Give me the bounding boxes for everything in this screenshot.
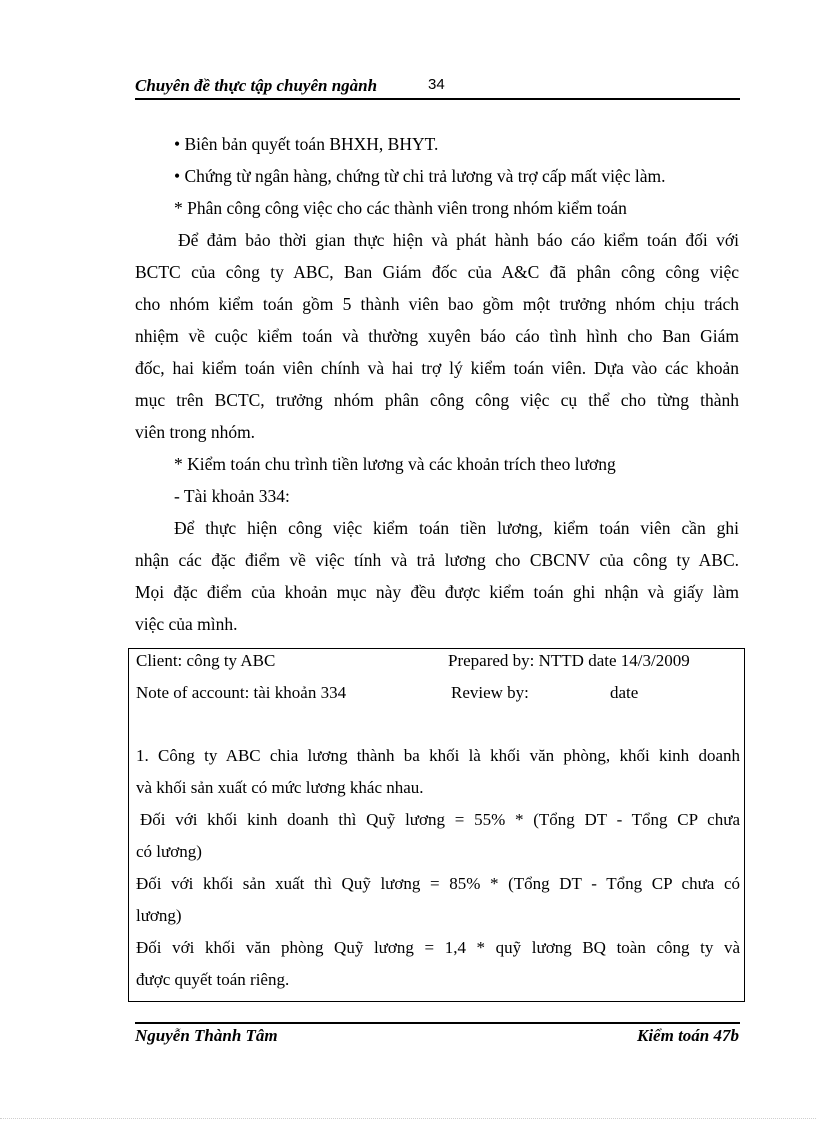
workpaper-line: và khối sản xuất có mức lương khác nhau. <box>136 778 424 797</box>
body-line: Để thực hiện công việc kiểm toán tiền lương, kiểm toán viên cần ghi <box>174 518 739 538</box>
body-line: việc của mình. <box>135 614 238 634</box>
workpaper-line: Đối với khối sản xuất thì Quỹ lương = 85% * (Tổng DT - Tổng CP chưa có <box>136 874 740 893</box>
workpaper-line: Đối với khối văn phòng Quỹ lương = 1,4 * quỹ lương BQ toàn công ty và <box>136 938 740 957</box>
body-line: đốc, hai kiểm toán viên chính và hai trợ lý kiểm toán viên. Dựa vào các khoản <box>135 358 739 378</box>
body-line: nhiệm về cuộc kiểm toán và thường xuyên báo cáo tình hình cho Ban Giám <box>135 326 739 346</box>
page-header <box>135 76 740 100</box>
body-line: • Chứng từ ngân hàng, chứng từ chi trả lương và trợ cấp mất việc làm. <box>174 166 666 186</box>
page-edge-divider <box>0 1118 816 1119</box>
note-of-account-field: Note of account: tài khoản 334 <box>136 683 347 702</box>
body-line: - Tài khoản 334: <box>174 486 290 506</box>
footer-author: Nguyễn Thành Tâm <box>135 1026 278 1045</box>
workpaper-line: được quyết toán riêng. <box>136 970 290 989</box>
body-line: nhận các đặc điểm về việc tính và trả lương cho CBCNV của công ty ABC. <box>135 550 739 570</box>
body-line: viên trong nhóm. <box>135 422 256 442</box>
workpaper-line: 1. Công ty ABC chia lương thành ba khối là khối văn phòng, khối kinh doanh <box>136 746 740 765</box>
review-by-field: Review by: <box>451 683 529 702</box>
page-number: 34 <box>428 76 445 93</box>
footer-divider <box>135 1022 740 1024</box>
workpaper-box <box>128 648 745 1002</box>
body-line: * Kiểm toán chu trình tiền lương và các khoản trích theo lương <box>174 454 616 474</box>
body-line: Để đảm bảo thời gian thực hiện và phát hành báo cáo kiểm toán đối với <box>178 230 739 250</box>
body-line: Mọi đặc điểm của khoản mục này đều được kiểm toán ghi nhận và giấy làm <box>135 582 739 602</box>
body-line: • Biên bản quyết toán BHXH, BHYT. <box>174 134 439 154</box>
workpaper-line: Đối với khối kinh doanh thì Quỹ lương = 55% * (Tổng DT - Tổng CP chưa <box>140 810 740 829</box>
review-date-field: date <box>610 683 639 702</box>
body-line: BCTC của công ty ABC, Ban Giám đốc của A&C đã phân công công việc <box>135 262 739 282</box>
workpaper-line: lương) <box>136 906 182 925</box>
header-title: Chuyên đề thực tập chuyên ngành <box>135 76 378 95</box>
body-line: cho nhóm kiểm toán gồm 5 thành viên bao gồm một trưởng nhóm chịu trách <box>135 294 739 314</box>
body-line: mục trên BCTC, trưởng nhóm phân công công việc cụ thể cho từng thành <box>135 390 739 410</box>
footer-class: Kiểm toán 47b <box>636 1026 739 1045</box>
client-field: Client: công ty ABC <box>136 651 276 670</box>
prepared-by-field: Prepared by: NTTD date 14/3/2009 <box>448 651 690 670</box>
body-line: * Phân công công việc cho các thành viên trong nhóm kiểm toán <box>174 198 627 218</box>
workpaper-line: có lương) <box>136 842 202 861</box>
